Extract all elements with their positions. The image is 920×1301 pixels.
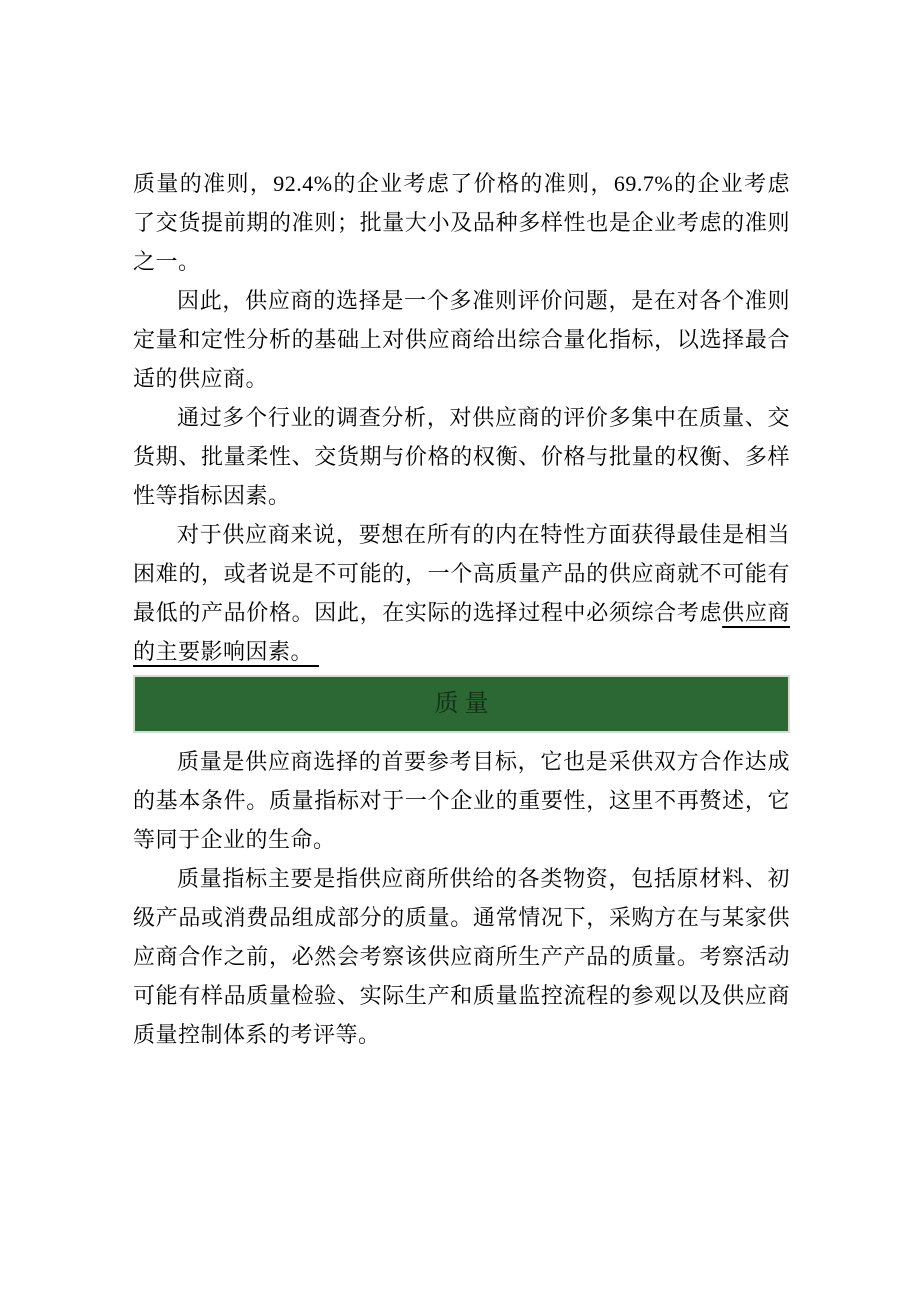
paragraph-quality-indicators: 质量指标主要是指供应商所供给的各类物资，包括原材料、初级产品或消费品组成部分的质量。通常情况下，采购方在与某家供应商合作之前，必然会考察该供应商所生产产品的质量。考察活动可能有样品质量检验、实际生产和质量监控流程的参观以及供应商质量控制体系的考评等。 xyxy=(133,866,790,1047)
document-body xyxy=(133,164,790,1054)
paragraph-multi-criteria-evaluation: 因此，供应商的选择是一个多准则评价问题，是在对各个准则定量和定性分析的基础上对供应商给出综合量化指标，以选择最合适的供应商。 xyxy=(133,288,790,391)
section-heading-quality xyxy=(133,675,790,733)
section-heading-label: 质量 xyxy=(434,691,495,717)
paragraph-quality-importance: 质量是供应商选择的首要参考目标，它也是采供双方合作达成的基本条件。质量指标对于一个企业的重要性，这里不再赘述，它等同于企业的生命。 xyxy=(133,749,790,852)
underlined-phrase: 供应商的主要影响因素。 xyxy=(133,600,790,664)
paragraph-supplier-tradeoffs xyxy=(133,515,790,671)
paragraph-industry-survey: 通过多个行业的调查分析，对供应商的评价多集中在质量、交货期、批量柔性、交货期与价格的权衡、价格与批量的权衡、多样性等指标因素。 xyxy=(133,405,790,508)
paragraph-plain-text: 对于供应商来说，要想在所有的内在特性方面获得最佳是相当困难的，或者说是不可能的，一个高质量产品的供应商就不可能有最低的产品价格。因此，在实际的选择过程中必须综合考虑 xyxy=(133,522,790,625)
paragraph-criteria-statistics: 质量的准则，92.4%的企业考虑了价格的准则，69.7%的企业考虑了交货提前期的准则；批量大小及品种多样性也是企业考虑的准则之一。 xyxy=(133,171,790,274)
